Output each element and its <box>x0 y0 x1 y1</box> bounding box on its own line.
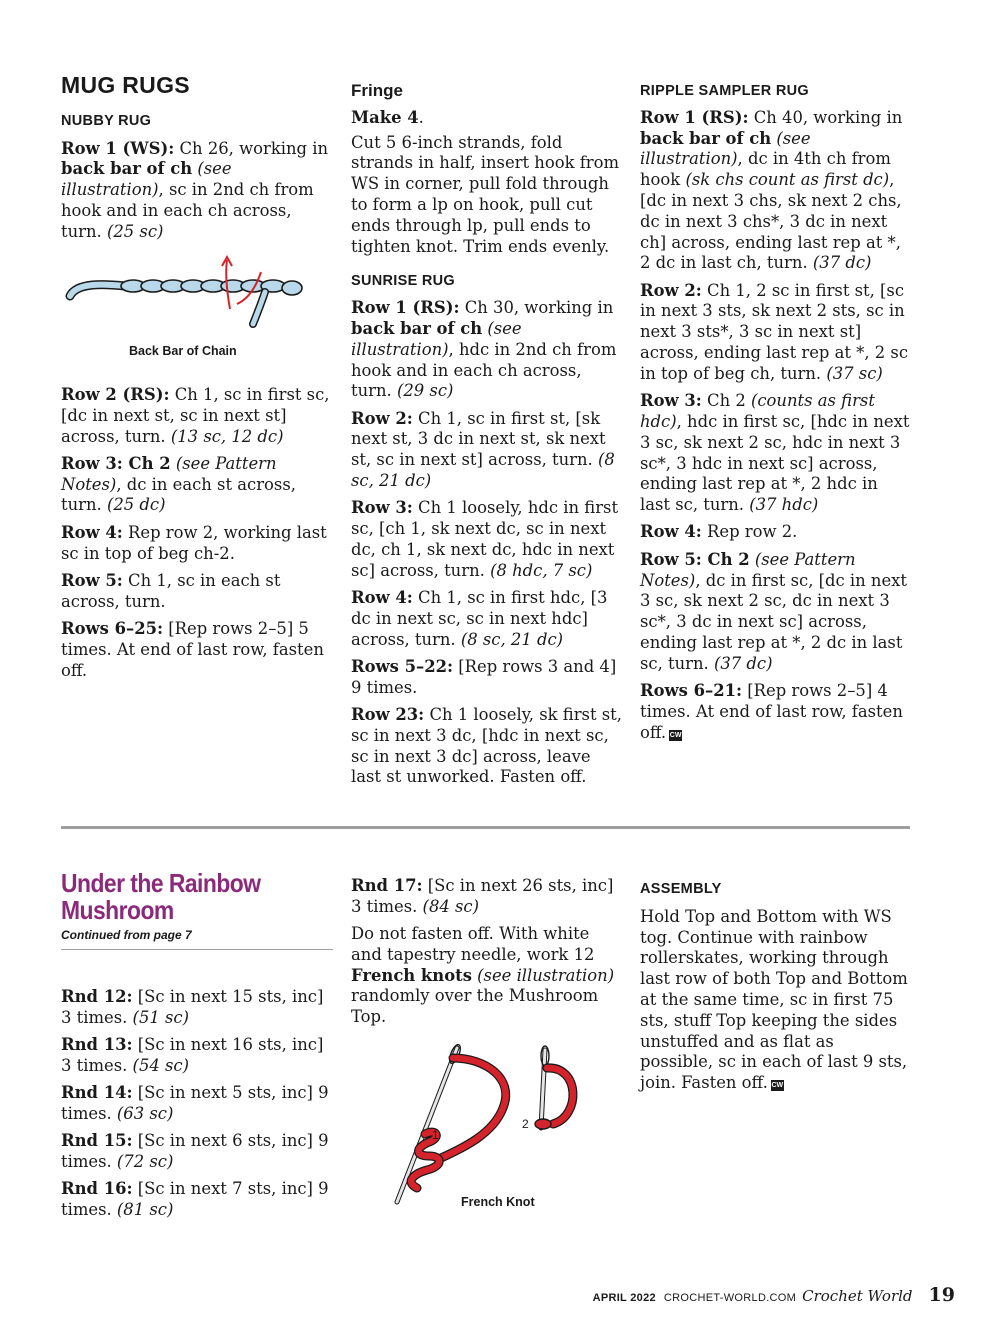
ripple-row-1: Row 1 (RS): Ch 40, working in back bar of ch (see illustration), dc in 4th ch from hook (sk chs count as first dc), [dc in next 3 chs, sk next 2 chs, dc in next 3 chs*, 3 dc in next ch] across, ending last rep at *, 2 dc in last ch, turn. (37 dc) <box>640 107 903 273</box>
column-mushroom-knots <box>351 876 623 1035</box>
title-underline <box>61 949 333 950</box>
rnd-15: Rnd 15: [Sc in next 6 sts, inc] 9 times. (72 sc) <box>61 1131 329 1172</box>
continued-from-note: Continued from page 7 <box>61 928 192 942</box>
caption-back-bar-of-chain: Back Bar of Chain <box>129 344 237 358</box>
rnd-13: Rnd 13: [Sc in next 16 sts, inc] 3 times. (54 sc) <box>61 1035 324 1075</box>
rnd-16: Rnd 16: [Sc in next 7 sts, inc] 9 times. (81 sc) <box>61 1179 329 1220</box>
heading-fringe: Fringe <box>351 81 403 100</box>
heading-sunrise-rug: SUNRISE RUG <box>351 273 456 290</box>
section-title-mug-rugs: MUG RUGS <box>61 72 190 98</box>
end-of-pattern-icon: CW <box>771 1082 784 1090</box>
nubby-row-4: Row 4: Rep row 2, working last sc in top of beg ch-2. <box>61 522 327 563</box>
rnd-17: Rnd 17: [Sc in next 26 sts, inc] 3 times. (84 sc) <box>351 876 614 916</box>
fringe-instructions: Cut 5 6-inch strands, fold strands in half, insert hook from WS in corner, pull fold through to form a lp on hook, pull cut ends through lp, pull ends to tighten knot. Trim ends evenly. <box>351 132 620 256</box>
sunrise-row-1: Row 1 (RS): Ch 30, working in back bar of ch (see illustration), hdc in 2nd ch from hook and in each ch across, turn. (29 sc) <box>351 298 617 401</box>
ripple-row-3: Row 3: Ch 2 (counts as first hdc), hdc in first sc, [hdc in next 3 sc, sk next 2 sc, hdc in next 3 sc*, 3 hdc in next sc] across, ending last rep at *, 2 hdc in last sc, turn. (37 hdc) <box>640 391 910 515</box>
article-title: Under the Rainbow Mushroom <box>61 868 261 925</box>
column-ripple <box>640 81 912 750</box>
french-knots-instructions: Do not fasten off. With white and tapestry needle, work 12 French knots (see illustration) randomly over the Mushroom Top. <box>351 924 615 1027</box>
column-assembly <box>640 879 912 1100</box>
heading-ripple-sampler-rug: RIPPLE SAMPLER RUG <box>640 83 809 99</box>
footer-magazine: Crochet World <box>802 1287 913 1305</box>
footer-issue: APRIL 2022 <box>592 1292 656 1304</box>
footer-site: CROCHET-WORLD.COM <box>663 1292 797 1304</box>
rnd-12: Rnd 12: [Sc in next 15 sts, inc] 3 times. (51 sc) <box>61 987 324 1027</box>
column-mushroom-rounds <box>61 987 333 1227</box>
assembly-instructions: Hold Top and Bottom with WS tog. Continue with rainbow rollerskates, working through last row of both Top and Bottom at the same time, sc in first 75 sts, stuff Top keeping the sides unstuffed and as flat as possible, sc in each of last 9 sts, join. Fasten off. CW <box>640 906 908 1093</box>
nubby-row-2: Row 2 (RS): Ch 1, sc in first sc, [dc in next st, sc in next st] across, turn. (13 sc, 12 dc) <box>61 385 330 446</box>
ripple-row-5: Row 5: Ch 2 (see Pattern Notes), dc in first sc, [dc in next 3 sc, sk next 2 sc, dc in next 3 sc*, 3 dc in next sc] across, ending last rep at *, 2 dc in last sc, turn. (37 dc) <box>640 549 907 673</box>
column-nubby-continued <box>61 385 333 688</box>
back-bar-of-chain-illustration <box>65 254 315 334</box>
sunrise-row-23: Row 23: Ch 1 loosely, sk first st, sc in next 3 dc, [hdc in next sc, sc in next 3 dc] across, leave last st unworked. Fasten off. <box>351 705 622 787</box>
figure-label-2: 2 <box>522 1117 529 1131</box>
page-footer <box>0 1284 955 1306</box>
heading-assembly: ASSEMBLY <box>640 881 722 897</box>
page-number: 19 <box>928 1284 955 1306</box>
french-knot-illustration <box>385 1038 585 1208</box>
column-sunrise <box>351 81 623 795</box>
rnd-14: Rnd 14: [Sc in next 5 sts, inc] 9 times. (63 sc) <box>61 1083 329 1123</box>
sunrise-row-4: Row 4: Ch 1, sc in first hdc, [3 dc in next sc, sc in next hdc] across, turn. (8 sc, 21 dc) <box>351 588 608 649</box>
mushroom-title-block <box>61 870 333 942</box>
heading-nubby-rug: NUBBY RUG <box>61 112 152 129</box>
nubby-rows-6-25: Rows 6–25: [Rep rows 2–5] 5 times. At end of last row, fasten off. <box>61 618 324 680</box>
end-of-pattern-icon: CW <box>669 731 682 739</box>
ripple-row-2: Row 2: Ch 1, 2 sc in first st, [sc in next 3 sts, sk next 2 sts, sc in next 3 sts*, 3 sc in next st] across, ending last rep at *, 2 sc in top of beg ch, turn. (37 sc) <box>640 280 909 383</box>
section-divider <box>61 826 910 829</box>
figure-label-1: 1 <box>432 1128 439 1142</box>
nubby-row-1: Row 1 (WS): Ch 26, working in back bar of ch (see illustration), sc in 2nd ch from hook and in each ch across, turn. (25 sc) <box>61 138 329 241</box>
nubby-row-5: Row 5: Ch 1, sc in each st across, turn. <box>61 570 281 611</box>
nubby-row-3: Row 3: Ch 2 (see Pattern Notes), dc in each st across, turn. (25 dc) <box>61 453 296 515</box>
ripple-rows-6-21: Rows 6–21: [Rep rows 2–5] 4 times. At end of last row, fasten off. CW <box>640 681 903 742</box>
sunrise-rows-5-22: Rows 5–22: [Rep rows 3 and 4] 9 times. <box>351 656 617 697</box>
column-nubby <box>61 72 333 249</box>
fringe-make: Make 4. <box>351 107 424 127</box>
caption-french-knot: French Knot <box>461 1195 535 1209</box>
sunrise-row-3: Row 3: Ch 1 loosely, hdc in first sc, [ch 1, sk next dc, sc in next dc, ch 1, sk next dc, hdc in next sc] across, turn. (8 hdc, 7 sc) <box>351 498 619 580</box>
ripple-row-4: Row 4: Rep row 2. <box>640 522 798 542</box>
sunrise-row-2: Row 2: Ch 1, sc in first st, [sk next st, 3 dc in next st, sk next st, sc in next st] across, turn. (8 sc, 21 dc) <box>351 408 615 491</box>
